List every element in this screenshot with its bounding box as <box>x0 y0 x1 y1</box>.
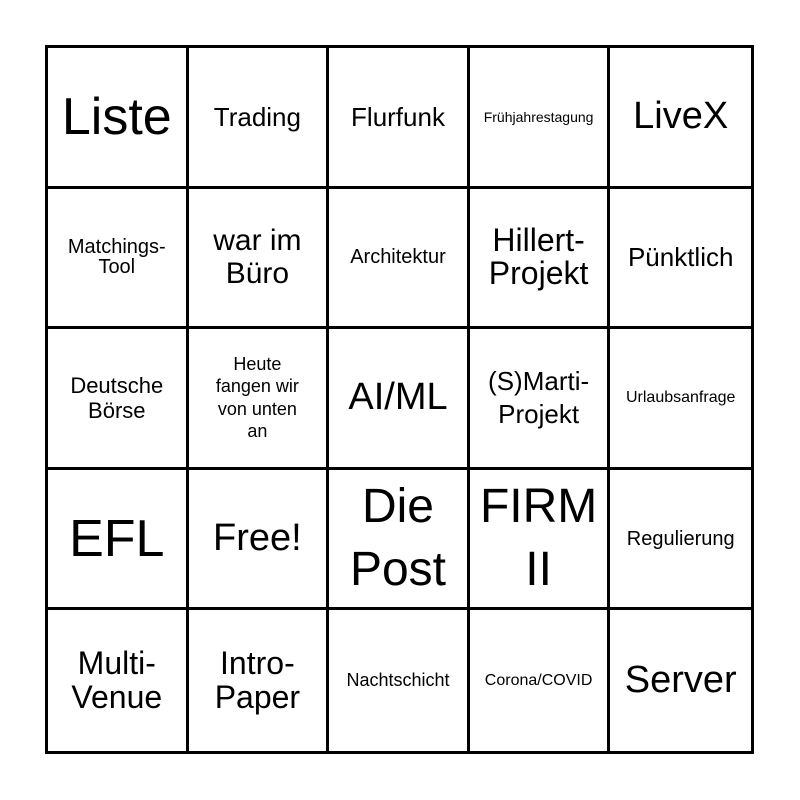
bingo-cell-2-3[interactable] <box>329 189 470 330</box>
bingo-cell-5-3[interactable] <box>329 610 470 751</box>
bingo-cell-3-2[interactable] <box>189 329 330 470</box>
cell-label: Matchings- Tool <box>67 236 166 279</box>
bingo-cell-2-5[interactable] <box>610 189 751 330</box>
cell-label: Server <box>624 658 737 701</box>
bingo-cell-4-1[interactable] <box>48 470 189 611</box>
cell-label: (S)Marti- Projekt <box>488 366 590 429</box>
bingo-cell-4-2[interactable] <box>189 470 330 611</box>
cell-label: Heute fangen wir von unten an <box>215 353 299 442</box>
bingo-cell-5-2[interactable] <box>189 610 330 751</box>
cell-label: Flurfunk <box>351 101 445 132</box>
cell-label: Die Post <box>349 480 447 596</box>
bingo-cell-1-4[interactable] <box>470 48 611 189</box>
cell-label: Multi- Venue <box>71 645 163 715</box>
cell-label: Deutsche Börse <box>70 372 164 423</box>
bingo-cell-1-1[interactable] <box>48 48 189 189</box>
cell-label: Trading <box>213 101 301 132</box>
cell-label: Corona/COVID <box>484 671 593 689</box>
bingo-cell-2-2[interactable] <box>189 189 330 330</box>
cell-label: war im Büro <box>213 223 302 291</box>
cell-label: Architektur <box>350 246 446 269</box>
cell-label: Intro- Paper <box>214 645 301 715</box>
bingo-cell-4-5[interactable] <box>610 470 751 611</box>
bingo-cell-2-1[interactable] <box>48 189 189 330</box>
bingo-cell-3-1[interactable] <box>48 329 189 470</box>
bingo-cell-5-5[interactable] <box>610 610 751 751</box>
bingo-cell-5-1[interactable] <box>48 610 189 751</box>
bingo-board <box>45 45 754 754</box>
bingo-cell-3-5[interactable] <box>610 329 751 470</box>
bingo-cell-1-3[interactable] <box>329 48 470 189</box>
cell-label: Liste <box>61 87 172 146</box>
cell-label: Nachtschicht <box>346 670 450 691</box>
bingo-cell-2-4[interactable] <box>470 189 611 330</box>
bingo-cell-1-5[interactable] <box>610 48 751 189</box>
cell-label: Hillert- Projekt <box>488 221 589 292</box>
bingo-cell-5-4[interactable] <box>470 610 611 751</box>
cell-label: Pünktlich <box>627 242 734 273</box>
cell-label: Free! <box>213 516 302 559</box>
bingo-cell-4-3[interactable] <box>329 470 470 611</box>
cell-label: LiveX <box>633 95 729 138</box>
bingo-cell-3-4[interactable] <box>470 329 611 470</box>
cell-label: FIRM II <box>479 480 598 596</box>
cell-label: Urlaubsanfrage <box>625 388 736 406</box>
bingo-cell-4-4[interactable] <box>470 470 611 611</box>
cell-label: EFL <box>69 509 165 568</box>
bingo-cell-3-3[interactable] <box>329 329 470 470</box>
cell-label: AI/ML <box>348 376 448 419</box>
cell-label: Frühjahrestagung <box>483 108 594 125</box>
bingo-cell-1-2[interactable] <box>189 48 330 189</box>
cell-label: Regulierung <box>626 527 735 550</box>
